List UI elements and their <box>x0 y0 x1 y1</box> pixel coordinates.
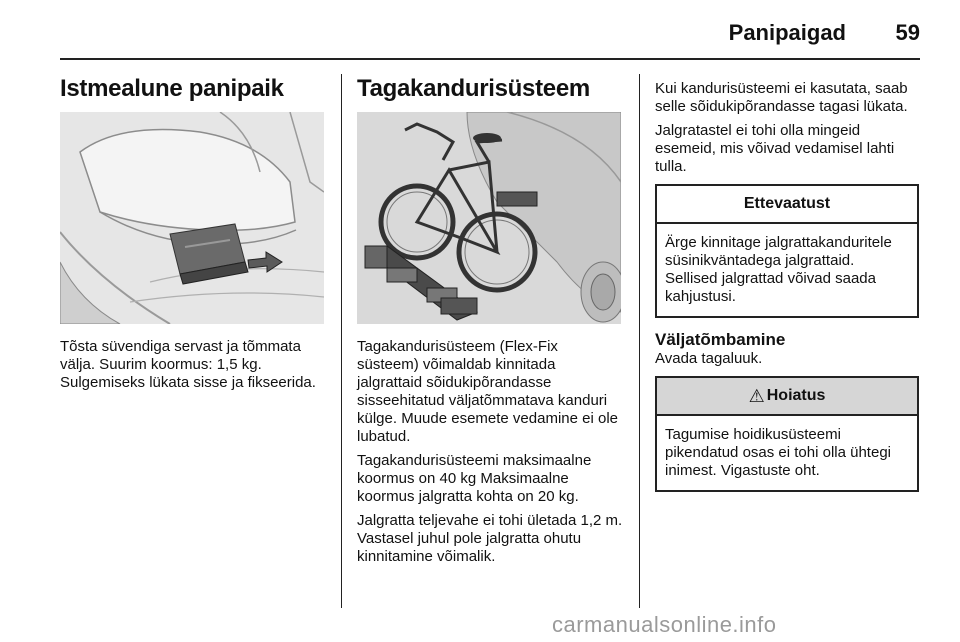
column-divider-2 <box>639 74 640 608</box>
page-header <box>60 14 920 54</box>
caution-box-title: Ettevaatust <box>657 186 917 224</box>
subheading-extension: Väljatõmbamine <box>655 330 786 349</box>
warning-triangle-icon: ⚠ <box>748 385 765 406</box>
carrier-unused-paragraph: Kui kandurisüsteemi ei kasutata, saab selle sõidukipõrandasse tagasi lükata. <box>655 80 908 115</box>
warning-box-title: Hoiatus <box>766 387 826 404</box>
warning-box-header <box>657 378 917 416</box>
warning-box-text: Tagumise hoidikusüsteemi pikendatud osas ei tohi olla ühtegi inimest. Vigastuste oht. <box>665 426 891 479</box>
caution-box <box>655 184 919 318</box>
open-tailgate-text: Avada tagaluuk. <box>655 350 763 367</box>
bike-carrier-illustration <box>357 112 621 324</box>
warning-box <box>655 376 919 492</box>
section-heading-underseat: Istmealune panipaik <box>60 75 284 102</box>
page-number: 59 <box>895 20 920 45</box>
column-rear-carrier <box>357 74 623 572</box>
rear-carrier-paragraph-2: Tagakandurisüsteemi maksimaalne koormus on 40 kg Maksimaalne koormus jalgratta kohta on 20 kg. <box>357 452 592 505</box>
underseat-instructions: Tõsta süvendiga servast ja tõmmata välja. Suurim koormus: 1,5 kg. Sulgemiseks lükata sisse ja fikseerida. <box>60 338 316 391</box>
section-heading-rear-carrier: Tagakandurisüsteem <box>357 75 590 102</box>
bicycle-loose-items-paragraph: Jalgratastel ei tohi olla mingeid esemeid, mis võivad vedamisel lahti tulla. <box>655 122 895 175</box>
underseat-drawer-illustration <box>60 112 324 324</box>
rear-carrier-paragraph-1: Tagakandurisüsteem (Flex-Fix süsteem) võimaldab kinnitada jalgrattaid sõidukipõrandasse sisseehitatud väljatõmmatava kanduri külge. Muude esemete vedamine ei ole lubatud. <box>357 338 618 445</box>
header-rule <box>60 58 920 60</box>
header-title: Panipaigad <box>728 20 846 45</box>
rear-carrier-paragraph-3: Jalgratta teljevahe ei tohi ületada 1,2 m. Vastasel juhul pole jalgratta ohutu kinnitamine võimalik. <box>357 512 623 565</box>
column-carrier-details <box>655 80 919 504</box>
watermark: carmanualsonline.info <box>552 612 777 637</box>
column-underseat-storage <box>60 74 326 398</box>
caution-box-text: Ärge kinnitage jalgrattakanduritele süsinikväntadega jalgrattaid. Sellised jalgrattad võivad saada kahjustusi. <box>665 234 892 305</box>
column-divider-1 <box>341 74 342 608</box>
